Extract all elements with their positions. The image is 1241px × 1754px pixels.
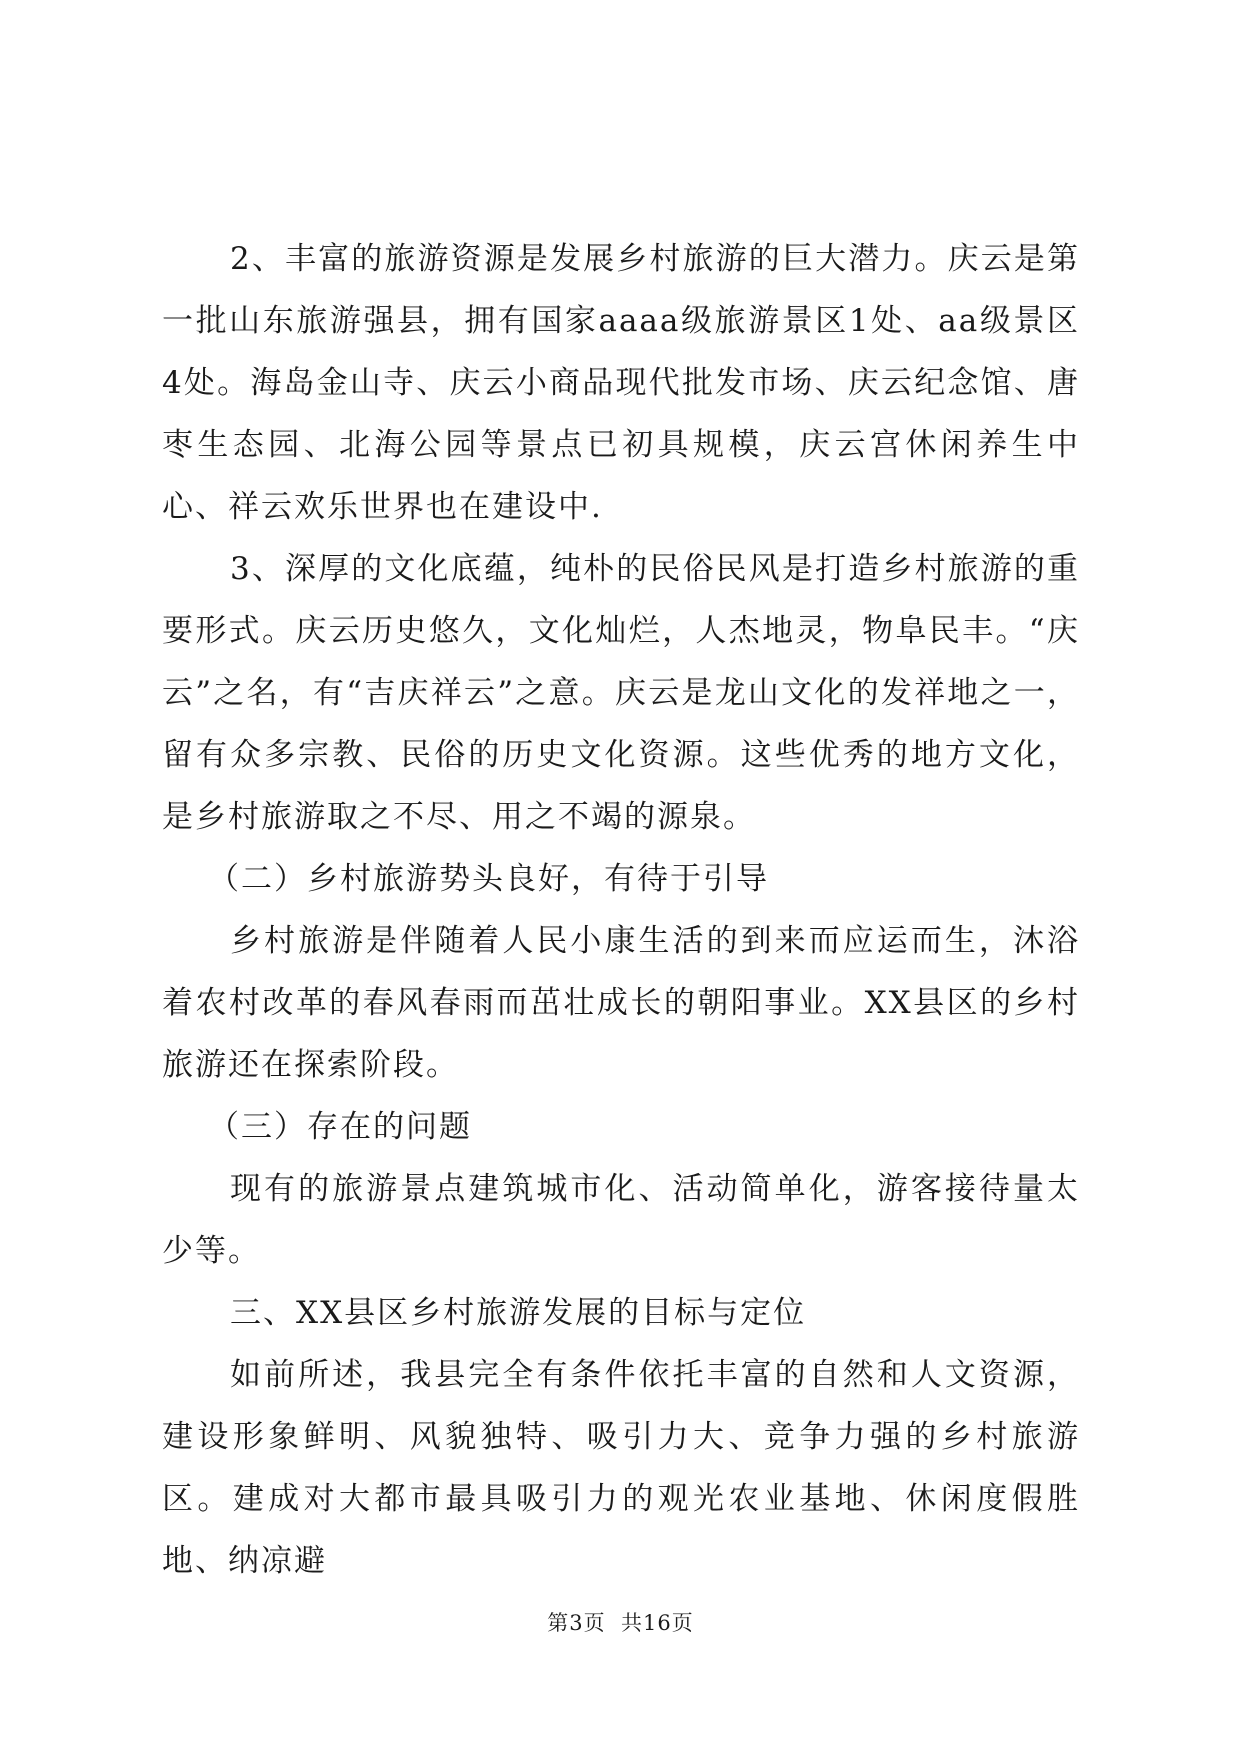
paragraph-problems: 现有的旅游景点建筑城市化、活动简单化，游客接待量太少等。 <box>162 1171 1080 1269</box>
page-footer <box>0 1608 1241 1638</box>
paragraph-goals: 如前所述，我县完全有条件依托丰富的自然和人文资源，建设形象鲜明、风貌独特、吸引力大、竞争力强的乡村旅游区。建成对大都市最具吸引力的观光农业基地、休闲度假胜地、纳凉避 <box>162 1357 1080 1579</box>
document-body <box>162 228 1080 1592</box>
page-number-label: 第3页 共16页 <box>547 1611 694 1635</box>
paragraph-cultural-heritage: 3、深厚的文化底蕴，纯朴的民俗民风是打造乡村旅游的重要形式。庆云历史悠久，文化灿烂，人杰地灵，物阜民丰。“庆云”之名，有“吉庆祥云”之意。庆云是龙山文化的发祥地之一，留有众多宗教、民俗的历史文化资源。这些优秀的地方文化，是乡村旅游取之不尽、用之不竭的源泉。 <box>162 551 1080 835</box>
chapter-heading-3: 三、XX县区乡村旅游发展的目标与定位 <box>230 1295 807 1331</box>
section-heading-3: （三）存在的问题 <box>208 1109 472 1145</box>
section-heading-2: （二）乡村旅游势头良好，有待于引导 <box>208 861 769 897</box>
paragraph-rural-tourism-status: 乡村旅游是伴随着人民小康生活的到来而应运而生，沐浴着农村改革的春风春雨而茁壮成长的朝阳事业。XX县区的乡村旅游还在探索阶段。 <box>162 923 1080 1083</box>
paragraph-tourism-resources: 2、丰富的旅游资源是发展乡村旅游的巨大潜力。庆云是第一批山东旅游强县，拥有国家aaaa级旅游景区1处、aa级景区4处。海岛金山寺、庆云小商品现代批发市场、庆云纪念馆、唐枣生态园、北海公园等景点已初具规模，庆云宫休闲养生中心、祥云欢乐世界也在建设中. <box>162 241 1080 525</box>
